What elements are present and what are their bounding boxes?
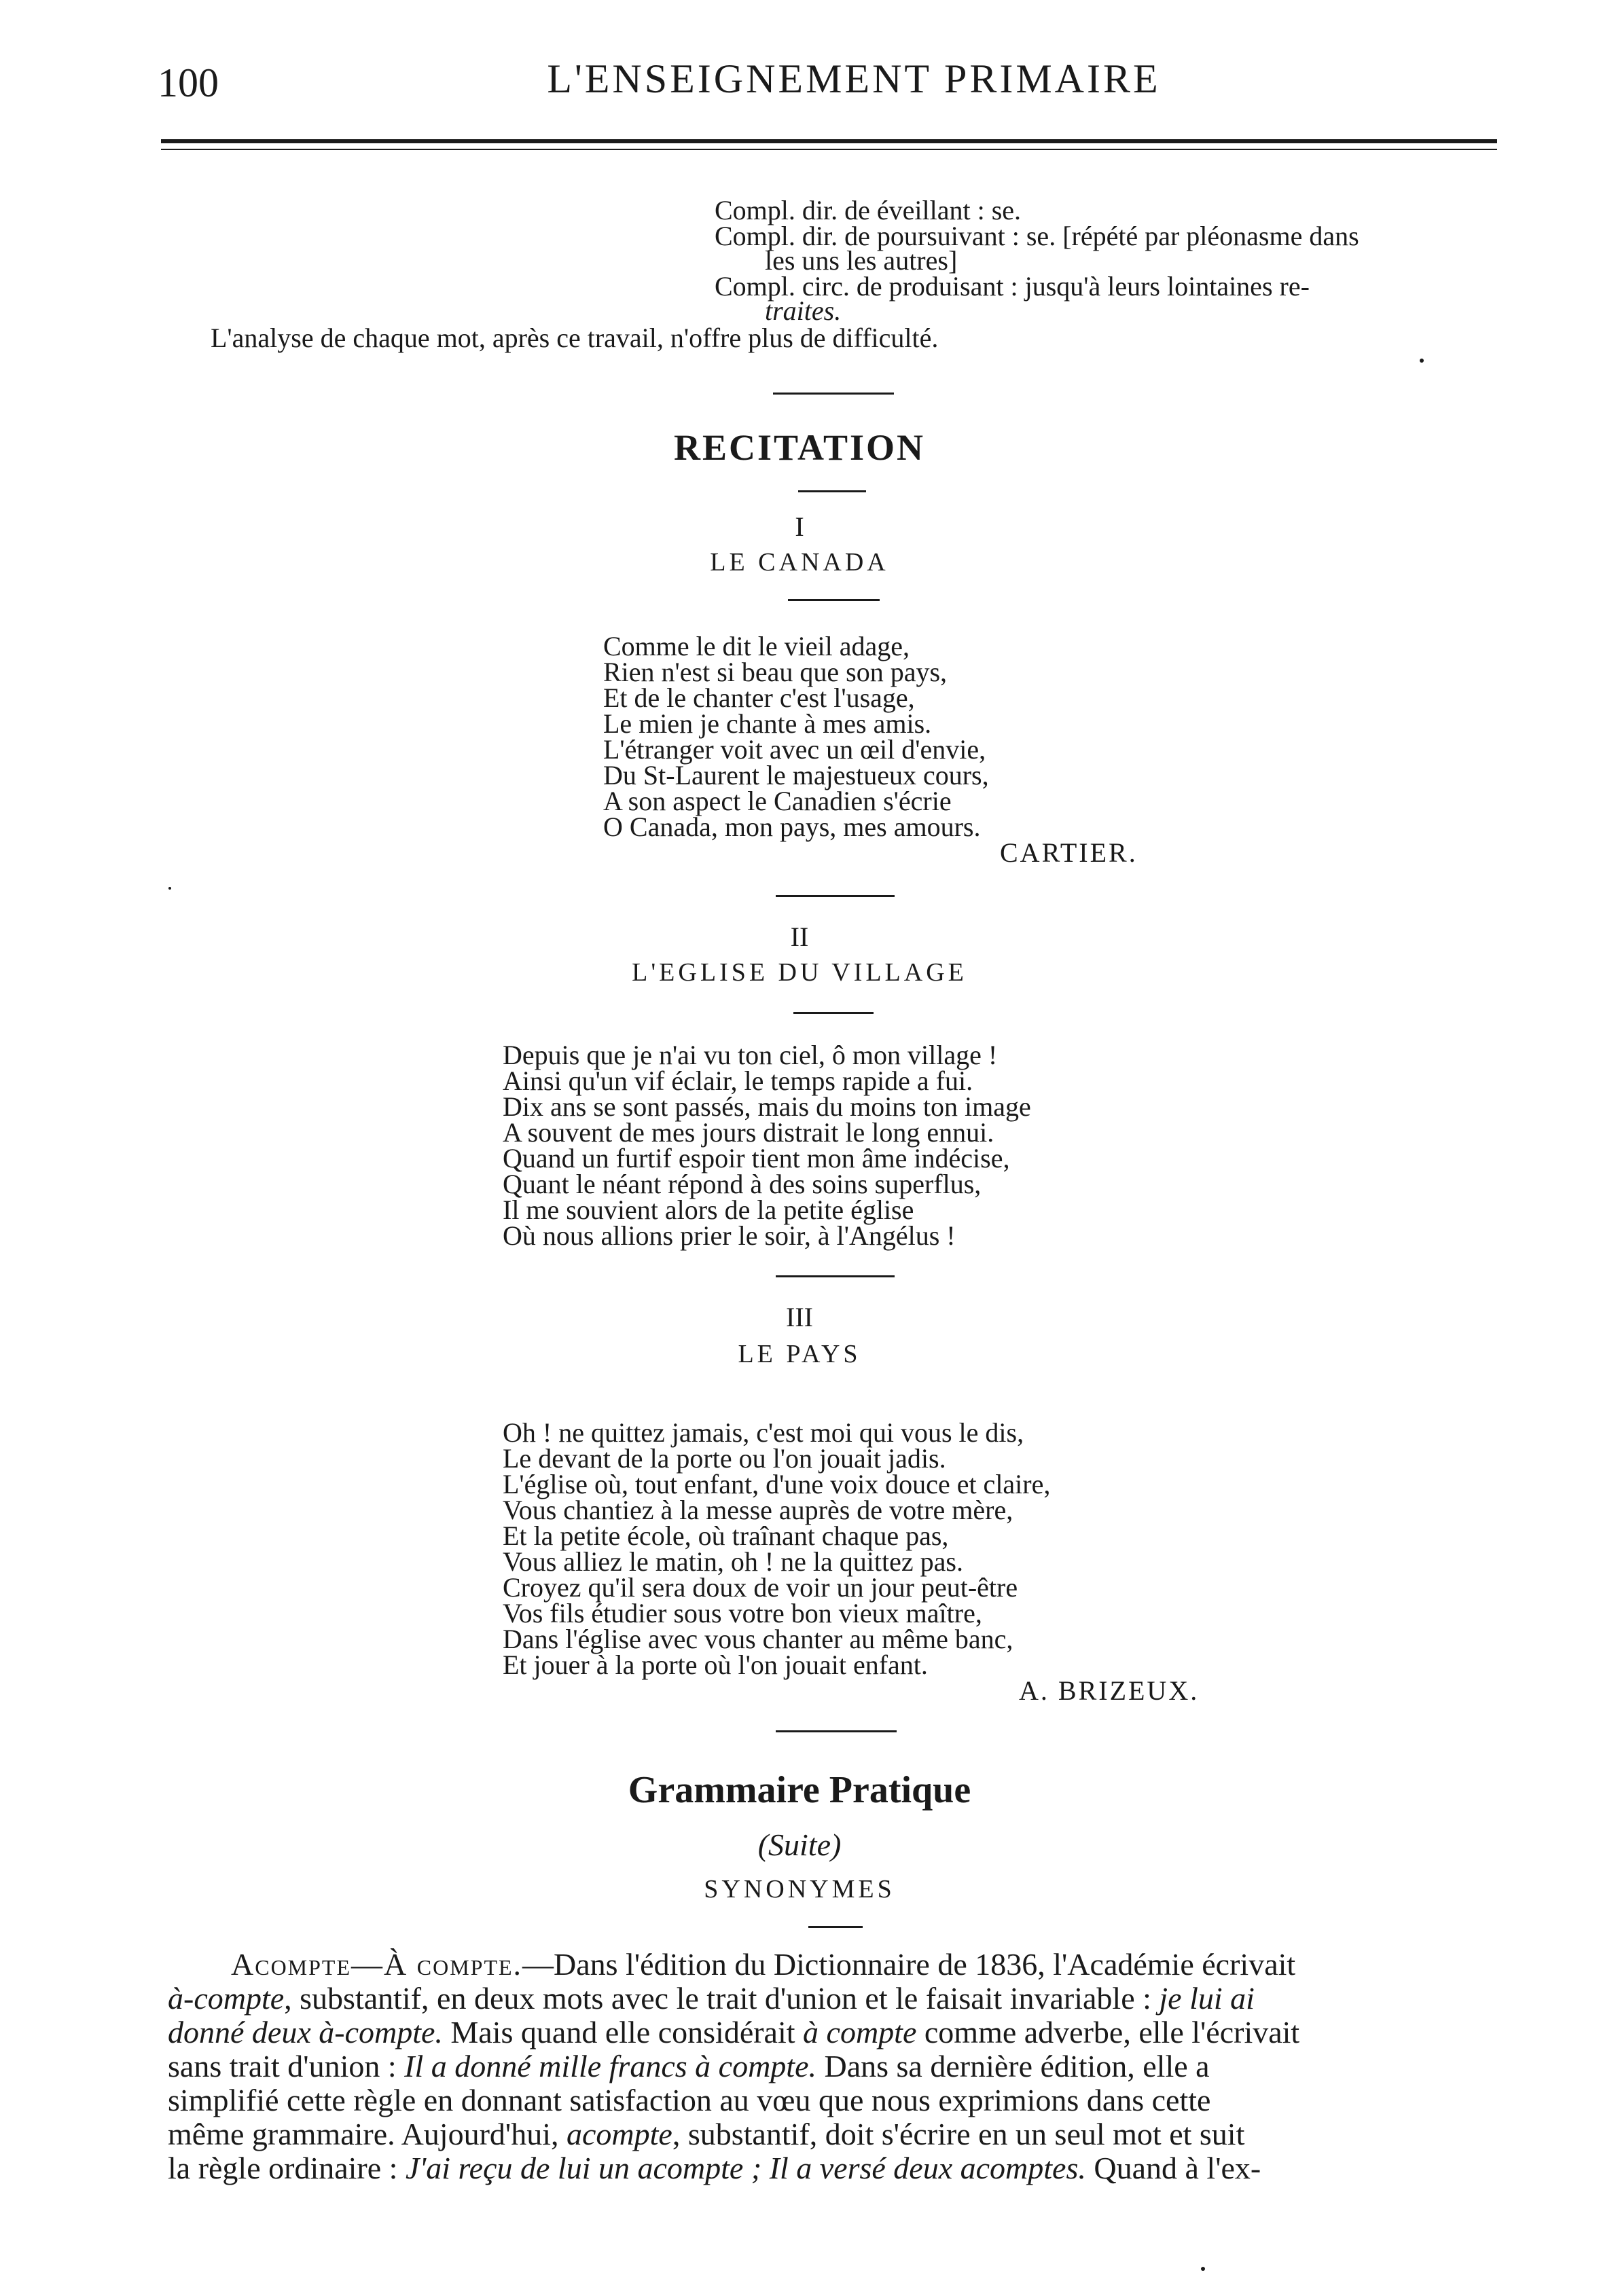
- subsection-title: SYNONYMES: [704, 1875, 895, 1903]
- poem-line: A souvent de mes jours distrait le long ennui.: [503, 1117, 994, 1148]
- divider: [776, 895, 895, 897]
- entry-term: Acompte—À compte.: [231, 1947, 523, 1982]
- poem-line: Ainsi qu'un vif éclair, le temps rapide a fui.: [503, 1065, 973, 1096]
- divider: [793, 1012, 874, 1014]
- poem-line: Dix ans se sont passés, mais du moins ton image: [503, 1091, 1031, 1122]
- section-subtitle: (Suite): [757, 1827, 842, 1862]
- poem-line: Et la petite école, où traînant chaque pas,: [503, 1520, 949, 1551]
- poem-line: Quand un furtif espoir tient mon âme indécise,: [503, 1143, 1010, 1173]
- paragraph-line: à-compte, substantif, en deux mots avec le trait d'union et le faisait invariable : je lui ai: [168, 1981, 1255, 2016]
- poem-title: LE CANADA: [710, 548, 889, 577]
- poem-line: Vos fils étudier sous votre bon vieux maître,: [503, 1598, 982, 1628]
- speck: [1420, 359, 1424, 363]
- poem-title: LE PAYS: [738, 1340, 861, 1368]
- poem-line: Depuis que je n'ai vu ton ciel, ô mon village !: [503, 1040, 998, 1070]
- paragraph-line: même grammaire. Aujourd'hui, acompte, substantif, doit s'écrire en un seul mot et suit: [168, 2117, 1245, 2151]
- poem-line: Rien n'est si beau que son pays,: [603, 657, 948, 687]
- analysis-line: Compl. dir. de éveillant : se.: [715, 195, 1022, 225]
- poem-number: I: [795, 511, 804, 542]
- poem-line: Vous alliez le matin, oh ! ne la quittez pas.: [503, 1546, 963, 1577]
- poem-title: L'EGLISE DU VILLAGE: [632, 958, 967, 987]
- section-heading: Grammaire Pratique: [628, 1769, 971, 1811]
- section-heading: RECITATION: [673, 427, 926, 468]
- poem-line: Vous chantiez à la messe auprès de votre mère,: [503, 1495, 1013, 1525]
- poem-number: II: [790, 922, 809, 952]
- analysis-line: L'analyse de chaque mot, après ce travail, n'offre plus de difficulté.: [211, 323, 939, 353]
- poem-line: L'étranger voit avec un œil d'envie,: [603, 734, 986, 765]
- poem-line: Comme le dit le vieil adage,: [603, 631, 910, 661]
- header-rule-thin: [161, 149, 1497, 150]
- section-divider: [776, 1730, 897, 1732]
- poem-line: Le devant de la porte ou l'on jouait jadis.: [503, 1443, 946, 1474]
- poem-line: Oh ! ne quittez jamais, c'est moi qui vous le dis,: [503, 1417, 1024, 1448]
- paragraph-line: la règle ordinaire : J'ai reçu de lui un acompte ; Il a versé deux acomptes. Quand à l'ex-: [168, 2151, 1261, 2185]
- poem-author: A. BRIZEUX.: [1019, 1675, 1200, 1706]
- divider: [808, 1926, 863, 1928]
- paragraph-line: sans trait d'union : Il a donné mille francs à compte. Dans sa dernière édition, elle a: [168, 2049, 1210, 2083]
- paragraph-line: Acompte—À compte.—Dans l'édition du Dictionnaire de 1836, l'Académie écrivait: [231, 1947, 1296, 1982]
- poem-line: Et de le chanter c'est l'usage,: [603, 682, 915, 713]
- poem-author: CARTIER.: [1000, 837, 1138, 868]
- analysis-line: traites.: [765, 295, 842, 326]
- analysis-line: Compl. dir. de poursuivant : se. [répété par pléonasme dans: [715, 221, 1359, 251]
- divider: [788, 599, 880, 601]
- paragraph-line: simplifié cette règle en donnant satisfaction au vœu que nous exprimions dans cette: [168, 2083, 1211, 2117]
- section-divider: [773, 393, 894, 395]
- speck: [168, 887, 171, 890]
- poem-line: A son aspect le Canadien s'écrie: [603, 786, 952, 816]
- analysis-line: les uns les autres]: [765, 245, 958, 276]
- divider: [798, 490, 866, 492]
- page-number: 100: [158, 60, 219, 105]
- poem-line: O Canada, mon pays, mes amours.: [603, 812, 981, 842]
- poem-line: Et jouer à la porte où l'on jouait enfant.: [503, 1650, 928, 1680]
- divider: [776, 1275, 895, 1277]
- header-rule: [161, 139, 1497, 143]
- poem-line: Croyez qu'il sera doux de voir un jour peut-être: [503, 1572, 1018, 1603]
- paragraph-line: donné deux à-compte. Mais quand elle considérait à compte comme adverbe, elle l'écrivait: [168, 2015, 1300, 2049]
- poem-line: Où nous allions prier le soir, à l'Angélus !: [503, 1220, 956, 1251]
- poem-line: Du St-Laurent le majestueux cours,: [603, 760, 989, 790]
- poem-line: L'église où, tout enfant, d'une voix douce et claire,: [503, 1469, 1051, 1499]
- poem-number: III: [786, 1302, 813, 1332]
- running-title: L'ENSEIGNEMENT PRIMAIRE: [547, 56, 1161, 101]
- poem-line: Dans l'église avec vous chanter au même banc,: [503, 1624, 1013, 1654]
- poem-line: Il me souvient alors de la petite église: [503, 1195, 914, 1225]
- speck: [1201, 2267, 1205, 2271]
- analysis-line: Compl. circ. de produisant : jusqu'à leurs lointaines re-: [715, 271, 1310, 302]
- poem-line: Quant le néant répond à des soins superflus,: [503, 1169, 982, 1199]
- poem-line: Le mien je chante à mes amis.: [603, 708, 932, 739]
